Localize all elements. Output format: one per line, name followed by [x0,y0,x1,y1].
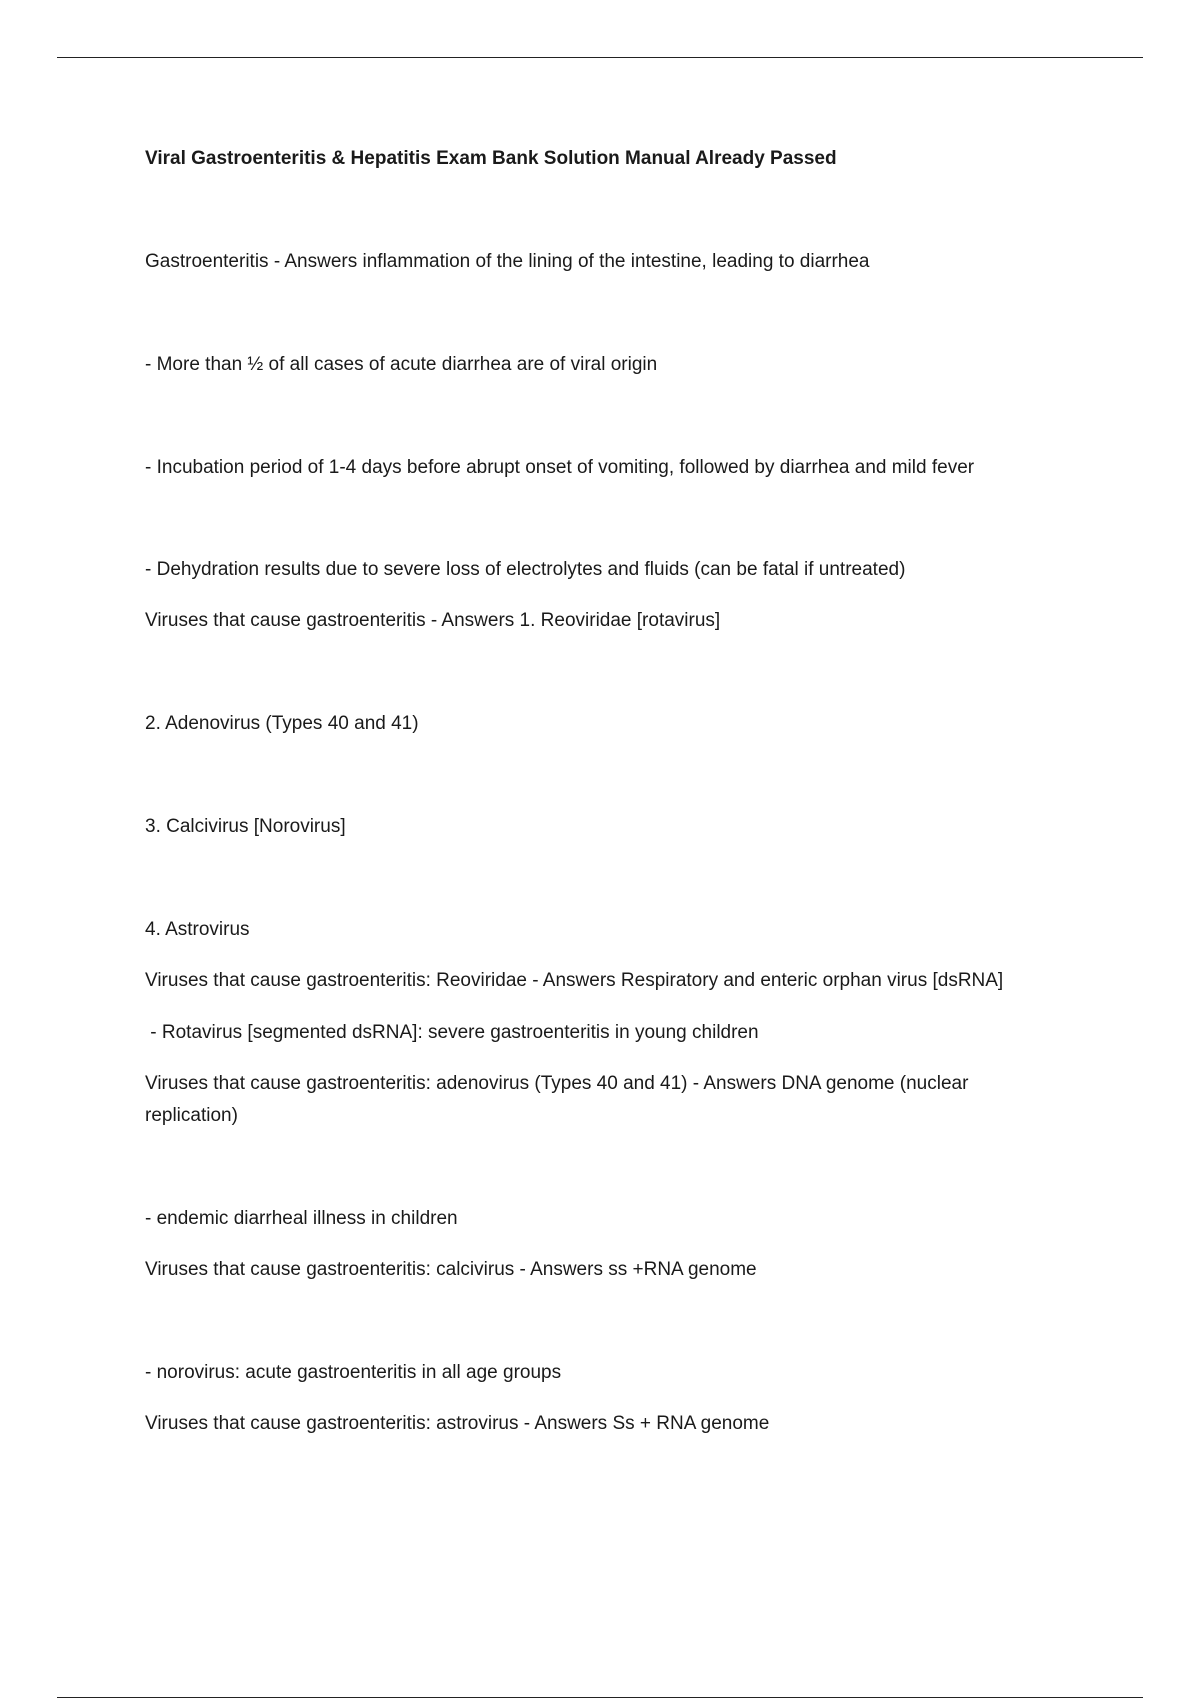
text-line: 3. Calcivirus [Norovirus] [145,816,346,837]
top-rule [57,57,1143,58]
text-line: Viruses that cause gastroenteritis: Reoviridae - Answers Respiratory and enteric orphan virus [dsRNA] [145,970,1004,991]
text-line: Viruses that cause gastroenteritis: calcivirus - Answers ss +RNA genome [145,1259,757,1280]
text-line: - Rotavirus [segmented dsRNA]: severe gastroenteritis in young children [145,1022,759,1043]
bottom-rule [57,1697,1143,1698]
text-line: - endemic diarrheal illness in children [145,1208,458,1229]
text-line: - More than ½ of all cases of acute diarrhea are of viral origin [145,354,658,375]
text-line: - Dehydration results due to severe loss of electrolytes and fluids (can be fatal if untreated) [145,559,906,580]
text-line: Viruses that cause gastroenteritis: astrovirus - Answers Ss + RNA genome [145,1413,770,1434]
text-line: Viruses that cause gastroenteritis: adenovirus (Types 40 and 41) - Answers DNA genome (nuclear replication) [145,1073,969,1126]
text-line: Gastroenteritis - Answers inflammation of the lining of the intestine, leading to diarrhea [145,251,870,272]
text-line: 4. Astrovirus [145,919,250,940]
document-title: Viral Gastroenteritis & Hepatitis Exam Bank Solution Manual Already Passed [145,148,837,169]
text-line: 2. Adenovirus (Types 40 and 41) [145,713,419,734]
text-line: - Incubation period of 1-4 days before abrupt onset of vomiting, followed by diarrhea and mild fever [145,457,975,478]
text-line: Viruses that cause gastroenteritis - Answers 1. Reoviridae [rotavirus] [145,610,721,631]
text-line: - norovirus: acute gastroenteritis in all age groups [145,1362,562,1383]
